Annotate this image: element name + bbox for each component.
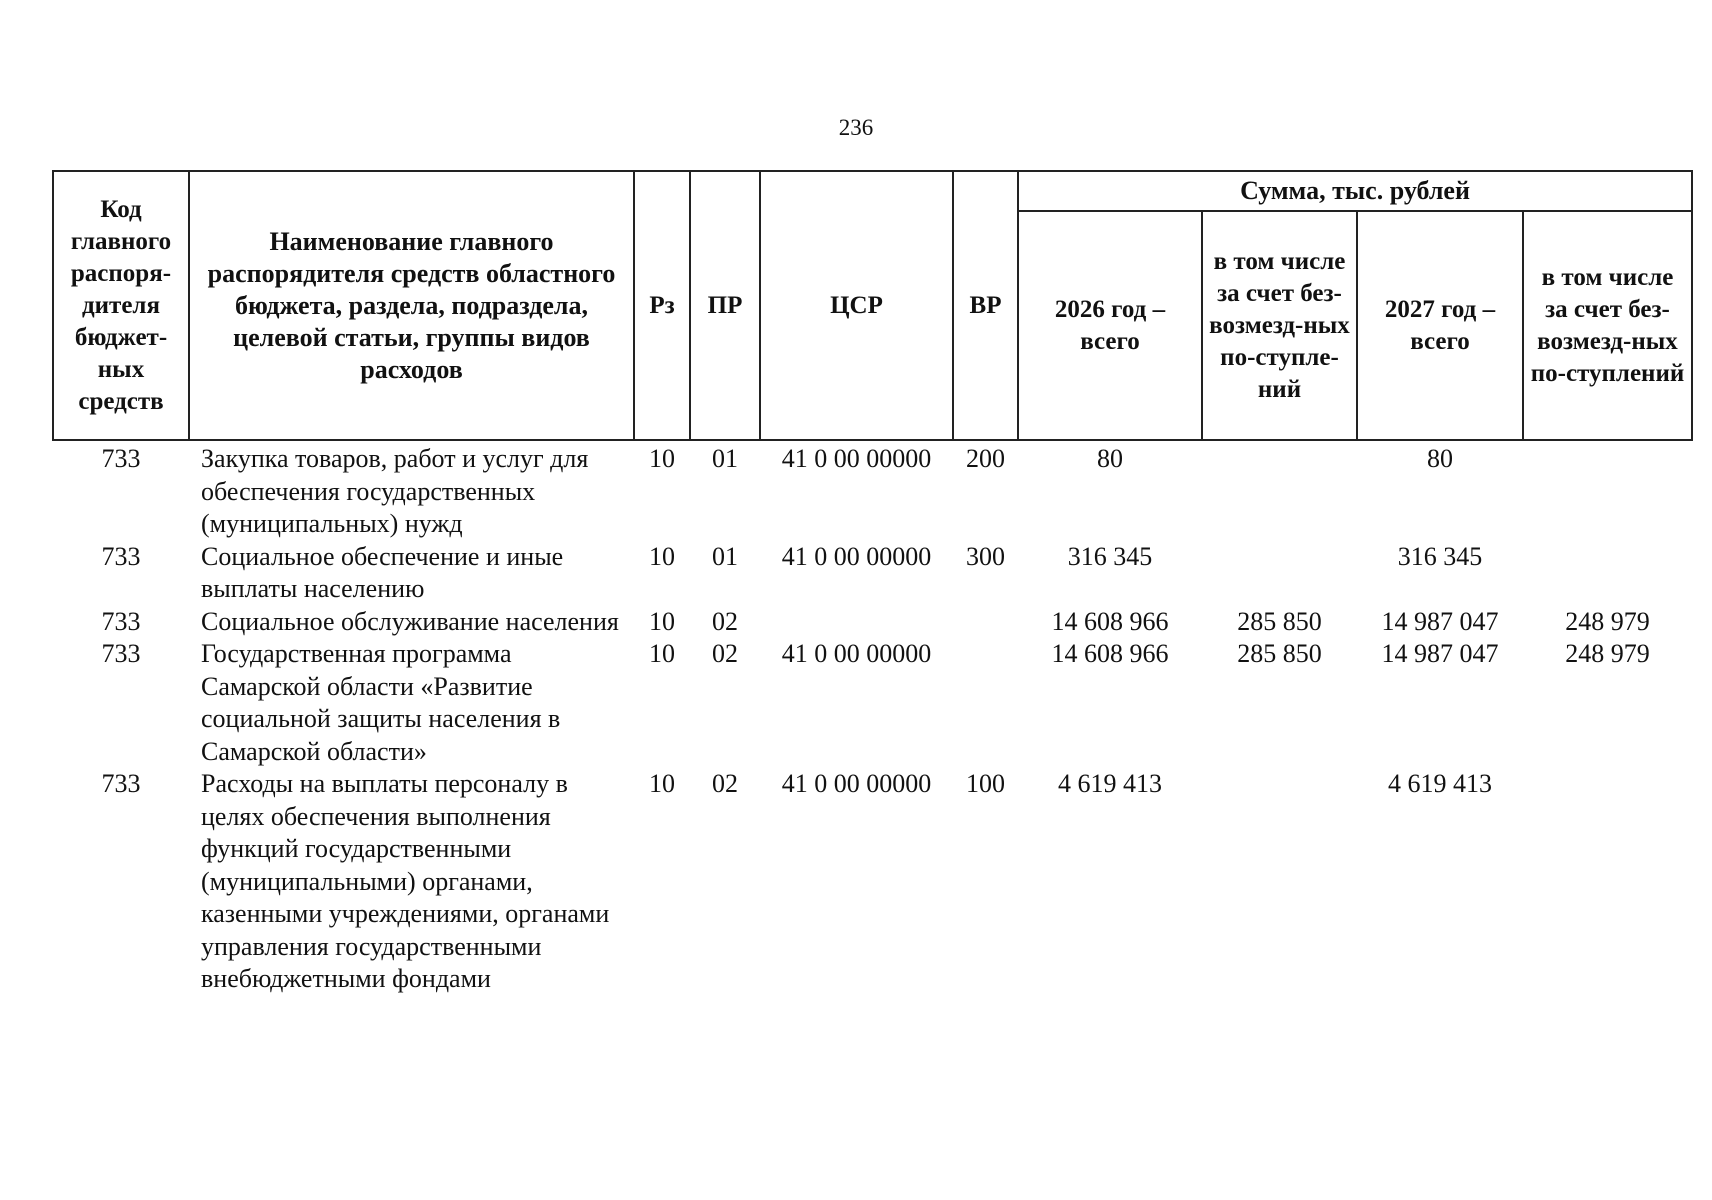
cell-name: Социальное обеспечение и иные выплаты населению (201, 541, 564, 603)
cell-rz: 10 (649, 769, 675, 798)
table-row (53, 606, 1692, 639)
cell-2026-total: 80 (1097, 444, 1123, 473)
cell-2026-grants (1202, 768, 1357, 996)
cell-2027-total: 14 987 047 (1381, 639, 1499, 668)
cell-2026-grants (1202, 440, 1357, 541)
cell-2027-total: 4 619 413 (1388, 769, 1492, 798)
cell-pr: 01 (712, 444, 738, 473)
table-row (53, 440, 1692, 541)
cell-2027-grants (1523, 541, 1692, 606)
table-row (53, 638, 1692, 768)
cell-vr: 200 (966, 444, 1005, 473)
cell-2026-grants (1202, 541, 1357, 606)
header-2026-total: 2026 год – всего (1018, 211, 1202, 440)
header-sum: Сумма, тыс. рублей (1018, 171, 1692, 211)
header-rz: Рз (634, 171, 690, 440)
cell-code: 733 (101, 444, 141, 473)
budget-table (52, 170, 1693, 996)
cell-rz: 10 (649, 606, 675, 636)
page-number: 236 (838, 115, 874, 140)
cell-rz: 10 (649, 541, 675, 571)
cell-code: 733 (101, 606, 141, 636)
cell-2026-grants: 285 850 (1237, 606, 1322, 636)
cell-2027-grants: 248 979 (1565, 639, 1650, 668)
cell-csr (760, 606, 953, 639)
cell-name: Государственная программа Самарской области «Развитие социальной защиты населения в Самарской области» (201, 639, 561, 766)
cell-name: Закупка товаров, работ и услуг для обеспечения государственных (муниципальных) нужд (201, 444, 589, 538)
cell-2027-grants (1523, 768, 1692, 996)
cell-pr: 02 (712, 769, 738, 798)
cell-csr: 41 0 00 00000 (781, 541, 932, 571)
cell-csr: 41 0 00 00000 (781, 639, 932, 668)
table-row (53, 768, 1692, 996)
table-row (53, 541, 1692, 606)
cell-name: Расходы на выплаты персоналу в целях обеспечения выполнения функций государственными (муниципальными) органами, казенными учреждениями, органами управления государственными внебюджетными фондами (201, 769, 610, 993)
cell-2027-total: 80 (1427, 444, 1453, 473)
header-pr: ПР (690, 171, 760, 440)
header-2027-total: 2027 год – всего (1357, 211, 1523, 440)
cell-vr (953, 606, 1018, 639)
cell-2026-total: 14 608 966 (1051, 606, 1169, 636)
cell-name: Социальное обслуживание населения (201, 606, 619, 636)
header-code: Код главного распоря-дителя бюджет-ных средств (53, 171, 189, 440)
cell-csr: 41 0 00 00000 (781, 769, 932, 798)
cell-vr (953, 638, 1018, 768)
cell-rz: 10 (649, 444, 675, 473)
table-body (53, 440, 1692, 996)
header-name: Наименование главного распорядителя средств областного бюджета, раздела, подраздела, целевой статьи, группы видов расходов (189, 171, 634, 440)
cell-csr: 41 0 00 00000 (781, 444, 932, 473)
cell-2026-total: 14 608 966 (1051, 639, 1169, 668)
cell-vr: 300 (966, 541, 1005, 571)
cell-rz: 10 (649, 639, 675, 668)
cell-code: 733 (101, 639, 141, 668)
cell-code: 733 (101, 769, 141, 798)
cell-vr: 100 (966, 769, 1005, 798)
header-2027-grants: в том числе за счет без-возмезд-ных по-ступлений (1523, 211, 1692, 440)
cell-2027-grants: 248 979 (1565, 606, 1650, 636)
cell-2026-total: 316 345 (1067, 541, 1153, 571)
header-csr: ЦСР (760, 171, 953, 440)
header-2026-grants: в том числе за счет без-возмезд-ных по-ступле-ний (1202, 211, 1357, 440)
cell-2027-total: 316 345 (1397, 541, 1483, 571)
cell-2027-grants (1523, 440, 1692, 541)
cell-2026-total: 4 619 413 (1058, 769, 1162, 798)
table-header (53, 171, 1692, 440)
cell-2026-grants: 285 850 (1237, 639, 1322, 668)
cell-pr: 02 (712, 639, 738, 668)
cell-pr: 01 (712, 541, 738, 571)
cell-code: 733 (101, 541, 141, 571)
header-vr: ВР (953, 171, 1018, 440)
cell-pr: 02 (712, 606, 738, 636)
cell-2027-total: 14 987 047 (1381, 606, 1499, 636)
